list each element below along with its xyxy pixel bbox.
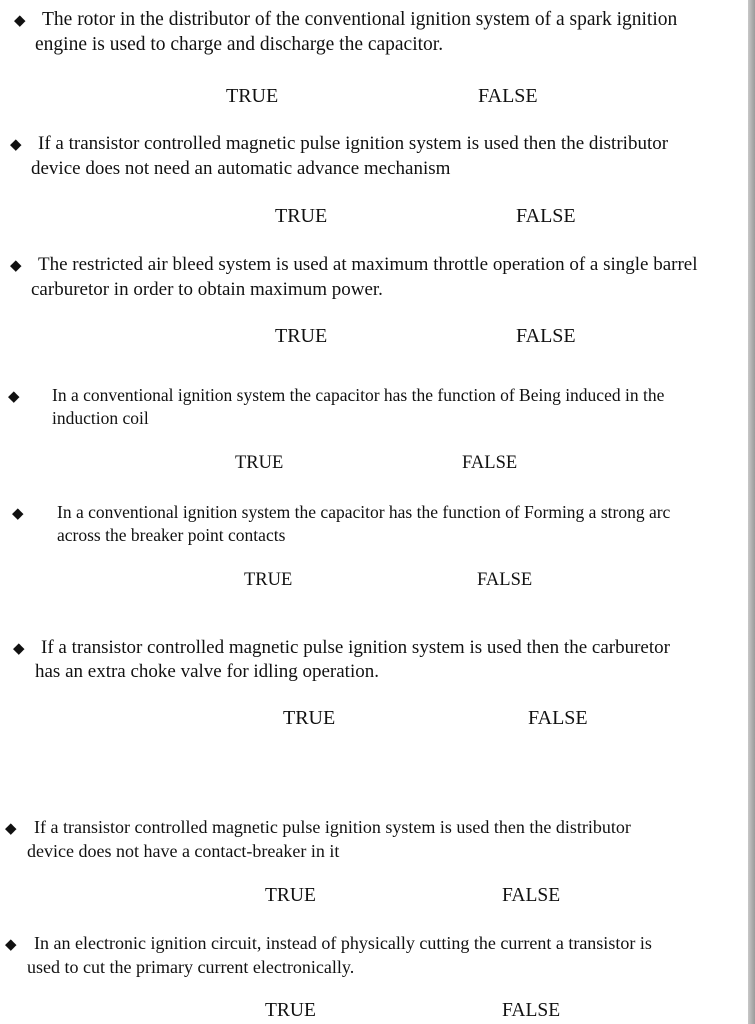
true-option[interactable]: TRUE: [244, 570, 293, 590]
true-option[interactable]: TRUE: [275, 205, 328, 227]
question-line: has an extra choke valve for idling operation.: [35, 661, 379, 682]
false-option[interactable]: FALSE: [516, 205, 576, 227]
true-option[interactable]: TRUE: [226, 85, 279, 107]
bullet-diamond-icon: ◆: [10, 135, 22, 153]
false-option[interactable]: FALSE: [502, 885, 561, 906]
false-option[interactable]: FALSE: [516, 325, 576, 347]
false-option[interactable]: FALSE: [462, 453, 518, 473]
question-line: The rotor in the distributor of the conventional ignition system of a spark ignition: [42, 9, 678, 30]
false-option[interactable]: FALSE: [528, 707, 588, 729]
false-option[interactable]: FALSE: [502, 1000, 561, 1021]
question-line: across the breaker point contacts: [57, 525, 286, 545]
question-line: If a transistor controlled magnetic pulse ignition system is used then the distributor: [34, 817, 631, 837]
false-option[interactable]: FALSE: [478, 85, 538, 107]
false-option[interactable]: FALSE: [477, 570, 533, 590]
page-edge-shadow: [748, 0, 755, 1024]
bullet-diamond-icon: ◆: [5, 819, 17, 837]
bullet-diamond-icon: ◆: [8, 387, 20, 405]
question-line: device does not have a contact-breaker in it: [27, 841, 340, 861]
question-line: induction coil: [52, 408, 149, 428]
bullet-diamond-icon: ◆: [5, 935, 17, 953]
true-option[interactable]: TRUE: [283, 707, 336, 729]
question-line: device does not need an automatic advance mechanism: [31, 158, 451, 179]
true-option[interactable]: TRUE: [235, 453, 284, 473]
true-option[interactable]: TRUE: [265, 1000, 316, 1021]
question-line: The restricted air bleed system is used at maximum throttle operation of a single barrel: [38, 254, 698, 275]
bullet-diamond-icon: ◆: [13, 639, 25, 657]
question-line: If a transistor controlled magnetic pulse ignition system is used then the carburetor: [41, 637, 670, 658]
question-line: carburetor in order to obtain maximum power.: [31, 279, 383, 300]
question-line: In an electronic ignition circuit, instead of physically cutting the current a transistor is: [34, 933, 652, 953]
question-line: If a transistor controlled magnetic pulse ignition system is used then the distributor: [38, 133, 669, 154]
true-option[interactable]: TRUE: [265, 885, 316, 906]
question-line: In a conventional ignition system the capacitor has the function of Being induced in the: [52, 385, 665, 405]
question-line: engine is used to charge and discharge the capacitor.: [35, 34, 444, 55]
true-option[interactable]: TRUE: [275, 325, 328, 347]
bullet-diamond-icon: ◆: [10, 256, 22, 274]
bullet-diamond-icon: ◆: [12, 504, 24, 522]
question-line: used to cut the primary current electronically.: [27, 957, 355, 977]
question-line: In a conventional ignition system the capacitor has the function of Forming a strong arc: [57, 502, 671, 522]
bullet-diamond-icon: ◆: [14, 11, 26, 29]
